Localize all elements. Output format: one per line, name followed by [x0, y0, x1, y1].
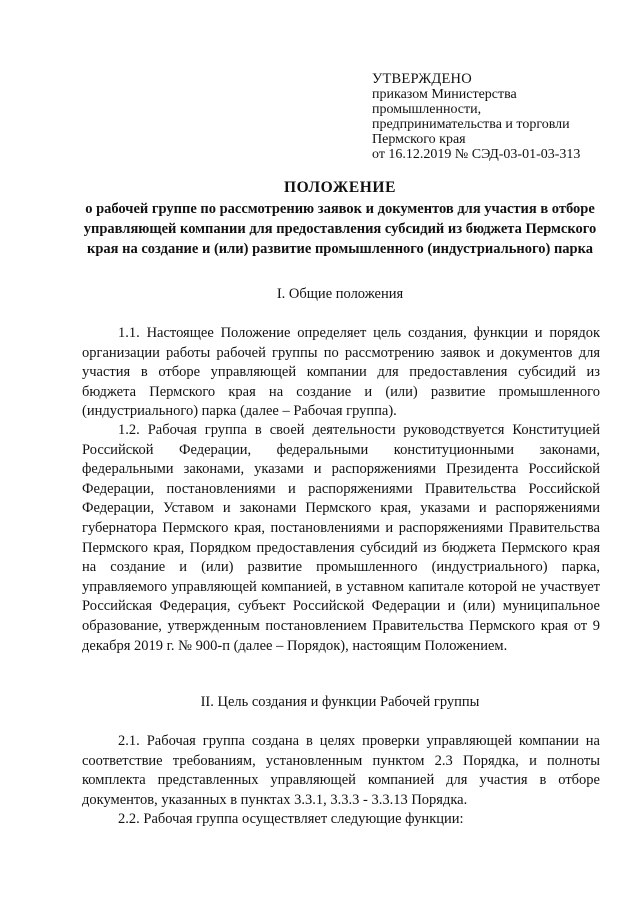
- approval-title: УТВЕРЖДЕНО: [372, 71, 472, 87]
- document-title-block: [80, 178, 600, 259]
- paragraph-1-2: 1.2. Рабочая группа в своей деятельности руководствуется Конституцией Российской Федерации, федеральными конституционными законами, федеральными законами, указами и распоряжениями Президента Российской Федерации, постановлениями и распоряжениями Правительства Российской Федерации, Уставом и законами Пермского края, указами и распоряжениями губернатора Пермского края, постановлениями и распоряжениями Правительства Пермского края, Порядком предоставления субсидий из бюджета Пермского края на создание и (или) развитие промышленного (индустриального) парка, управляемого управляющей компанией, в уставном капитале которой не участвует Российская Федерация, субъект Российской Федерации и (или) муниципальное образование, утвержденным постановлением Правительства Пермского края от 9 декабря 2019 г. № 900-п (далее – Порядок), настоящим Положением.: [82, 422, 600, 654]
- approval-stamp: [372, 72, 622, 162]
- approval-order-number: от 16.12.2019 № СЭД-03-01-03-313: [372, 147, 581, 162]
- approval-line: Пермского края: [372, 132, 466, 147]
- section-heading-purpose: II. Цель создания и функции Рабочей группы: [200, 694, 480, 710]
- paragraph-1-1: 1.1. Настоящее Положение определяет цель создания, функции и порядок организации работы рабочей группы по рассмотрению заявок и документов для участия в отборе управляющей компании для предоставления субсидий из бюджета Пермского края на создание и (или) развитие промышленного (индустриального) парка (далее – Рабочая группа).: [82, 325, 600, 420]
- approval-line: предпринимательства и торговли: [372, 117, 570, 132]
- paragraph-2-1: 2.1. Рабочая группа создана в целях проверки управляющей компании на соответствие требованиям, установленным пунктом 2.3 Порядка, и полноты комплекта представленных управляющей компанией для участия в отборе документов, указанных в пунктах 3.3.1, 3.3.3 - 3.3.13 Порядка.: [82, 733, 600, 808]
- section-heading-general: I. Общие положения: [276, 286, 404, 302]
- approval-line: промышленности,: [372, 102, 482, 117]
- document-title: ПОЛОЖЕНИЕ: [283, 179, 397, 196]
- paragraph-2-2: 2.2. Рабочая группа осуществляет следующие функции:: [118, 811, 464, 827]
- document-subtitle: о рабочей группе по рассмотрению заявок и документов для участия в отборе управляющей компании для предоставления субсидий из бюджета Пермского края на создание и (или) развитие промышленного (индустриального) парка: [83, 201, 597, 257]
- approval-line: приказом Министерства: [372, 87, 517, 102]
